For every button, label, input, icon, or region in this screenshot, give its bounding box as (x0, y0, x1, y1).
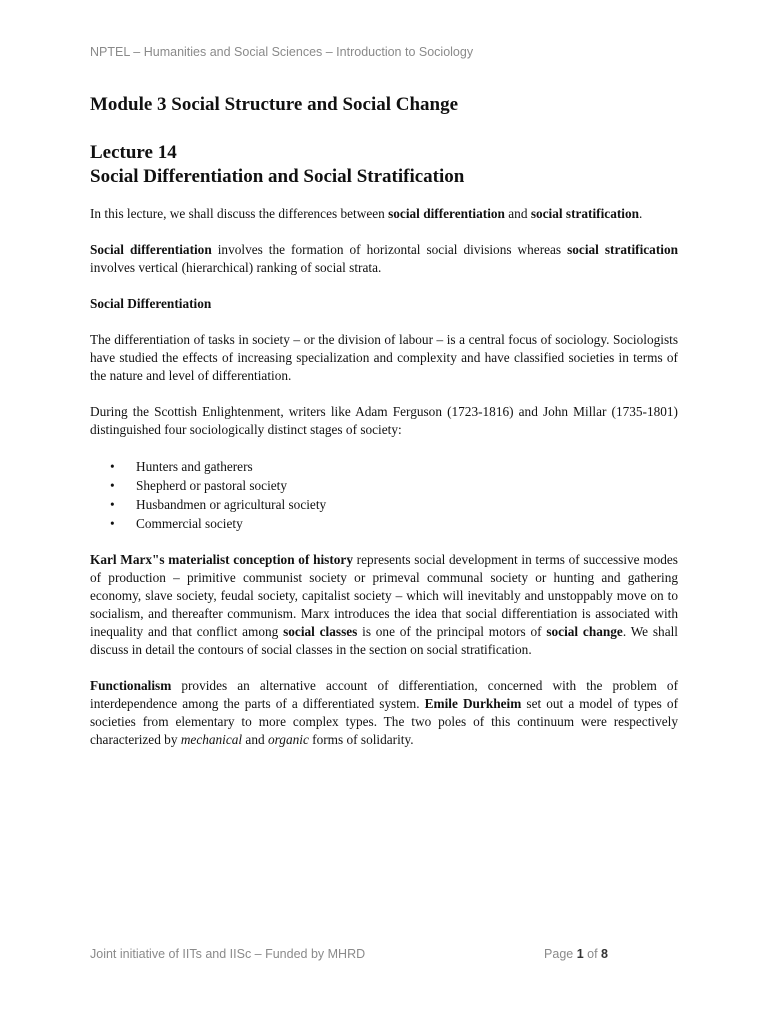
list-item: • Hunters and gatherers (110, 459, 253, 474)
bullet-icon: • (110, 516, 115, 531)
page-header: NPTEL – Humanities and Social Sciences – Introduction to Sociology (90, 45, 474, 59)
bullet-icon: • (110, 478, 115, 493)
term-marx-materialism: Karl Marx"s materialist conception of history (90, 552, 353, 567)
term-social-stratification: social stratification (567, 242, 678, 257)
lecture-number: Lecture 14 (90, 142, 177, 163)
marx-paragraph: Karl Marx"s materialist conception of history represents social development in terms of successive modes of production – primitive communist society or primeval communal society or hunting and gathering economy, slave society, feudal society, capitalist society – which will inevitably and unstoppably move on to socialism, and thereafter communism. Marx introduces the idea that social differentiation is associated with inequality and that conflict among social classes is one of the principal motors of social change. We shall discuss in detail the contours of social classes in the section on social stratification. (90, 552, 678, 657)
page-footer: Joint initiative of IITs and IISc – Funded by MHRD (90, 947, 366, 961)
functionalism-paragraph: Functionalism provides an alternative account of differentiation, concerned with the problem of interdependence among the parts of a differentiated system. Emile Durkheim set out a model of types of societies from elementary to more complex types. The two poles of this continuum were respectively characterized by mechanical and organic forms of solidarity. (90, 678, 678, 747)
term-social-differentiation: Social differentiation (90, 242, 212, 257)
scottish-enlightenment-paragraph: During the Scottish Enlightenment, writers like Adam Ferguson (1723-1816) and John Millar (1735-1801) distinguished four sociologically distinct stages of society: (90, 404, 678, 437)
term-social-differentiation: social differentiation (388, 206, 505, 221)
intro-paragraph: In this lecture, we shall discuss the differences between social differentiation and social stratification. (90, 206, 643, 221)
document-body (90, 205, 678, 767)
term-social-classes: social classes (283, 624, 358, 639)
page-number: Page 1 of 8 (544, 947, 608, 961)
module-title: Module 3 Social Structure and Social Change (90, 94, 459, 115)
term-functionalism: Functionalism (90, 678, 172, 693)
term-social-change: social change (546, 624, 623, 639)
list-item: • Husbandmen or agricultural society (110, 497, 327, 512)
term-emile-durkheim: Emile Durkheim (424, 696, 522, 711)
list-item: • Shepherd or pastoral society (110, 478, 288, 493)
term-social-stratification: social stratification (530, 206, 640, 221)
lecture-title: Social Differentiation and Social Stratification (90, 166, 465, 187)
division-of-labour-paragraph: The differentiation of tasks in society – or the division of labour – is a central focus of sociology. Sociologists have studied the effects of increasing specialization and complexity and have classified societies in terms of the nature and level of differentiation. (90, 332, 678, 383)
bullet-icon: • (110, 497, 115, 512)
list-item: • Commercial society (110, 516, 243, 531)
definition-paragraph: Social differentiation involves the formation of horizontal social divisions whereas social stratification involves vertical (hierarchical) ranking of social strata. (90, 242, 678, 275)
term-mechanical: mechanical (180, 732, 243, 747)
section-heading: Social Differentiation (90, 296, 212, 311)
bullet-icon: • (110, 459, 115, 474)
term-organic: organic (267, 732, 309, 747)
stages-list (90, 457, 678, 533)
